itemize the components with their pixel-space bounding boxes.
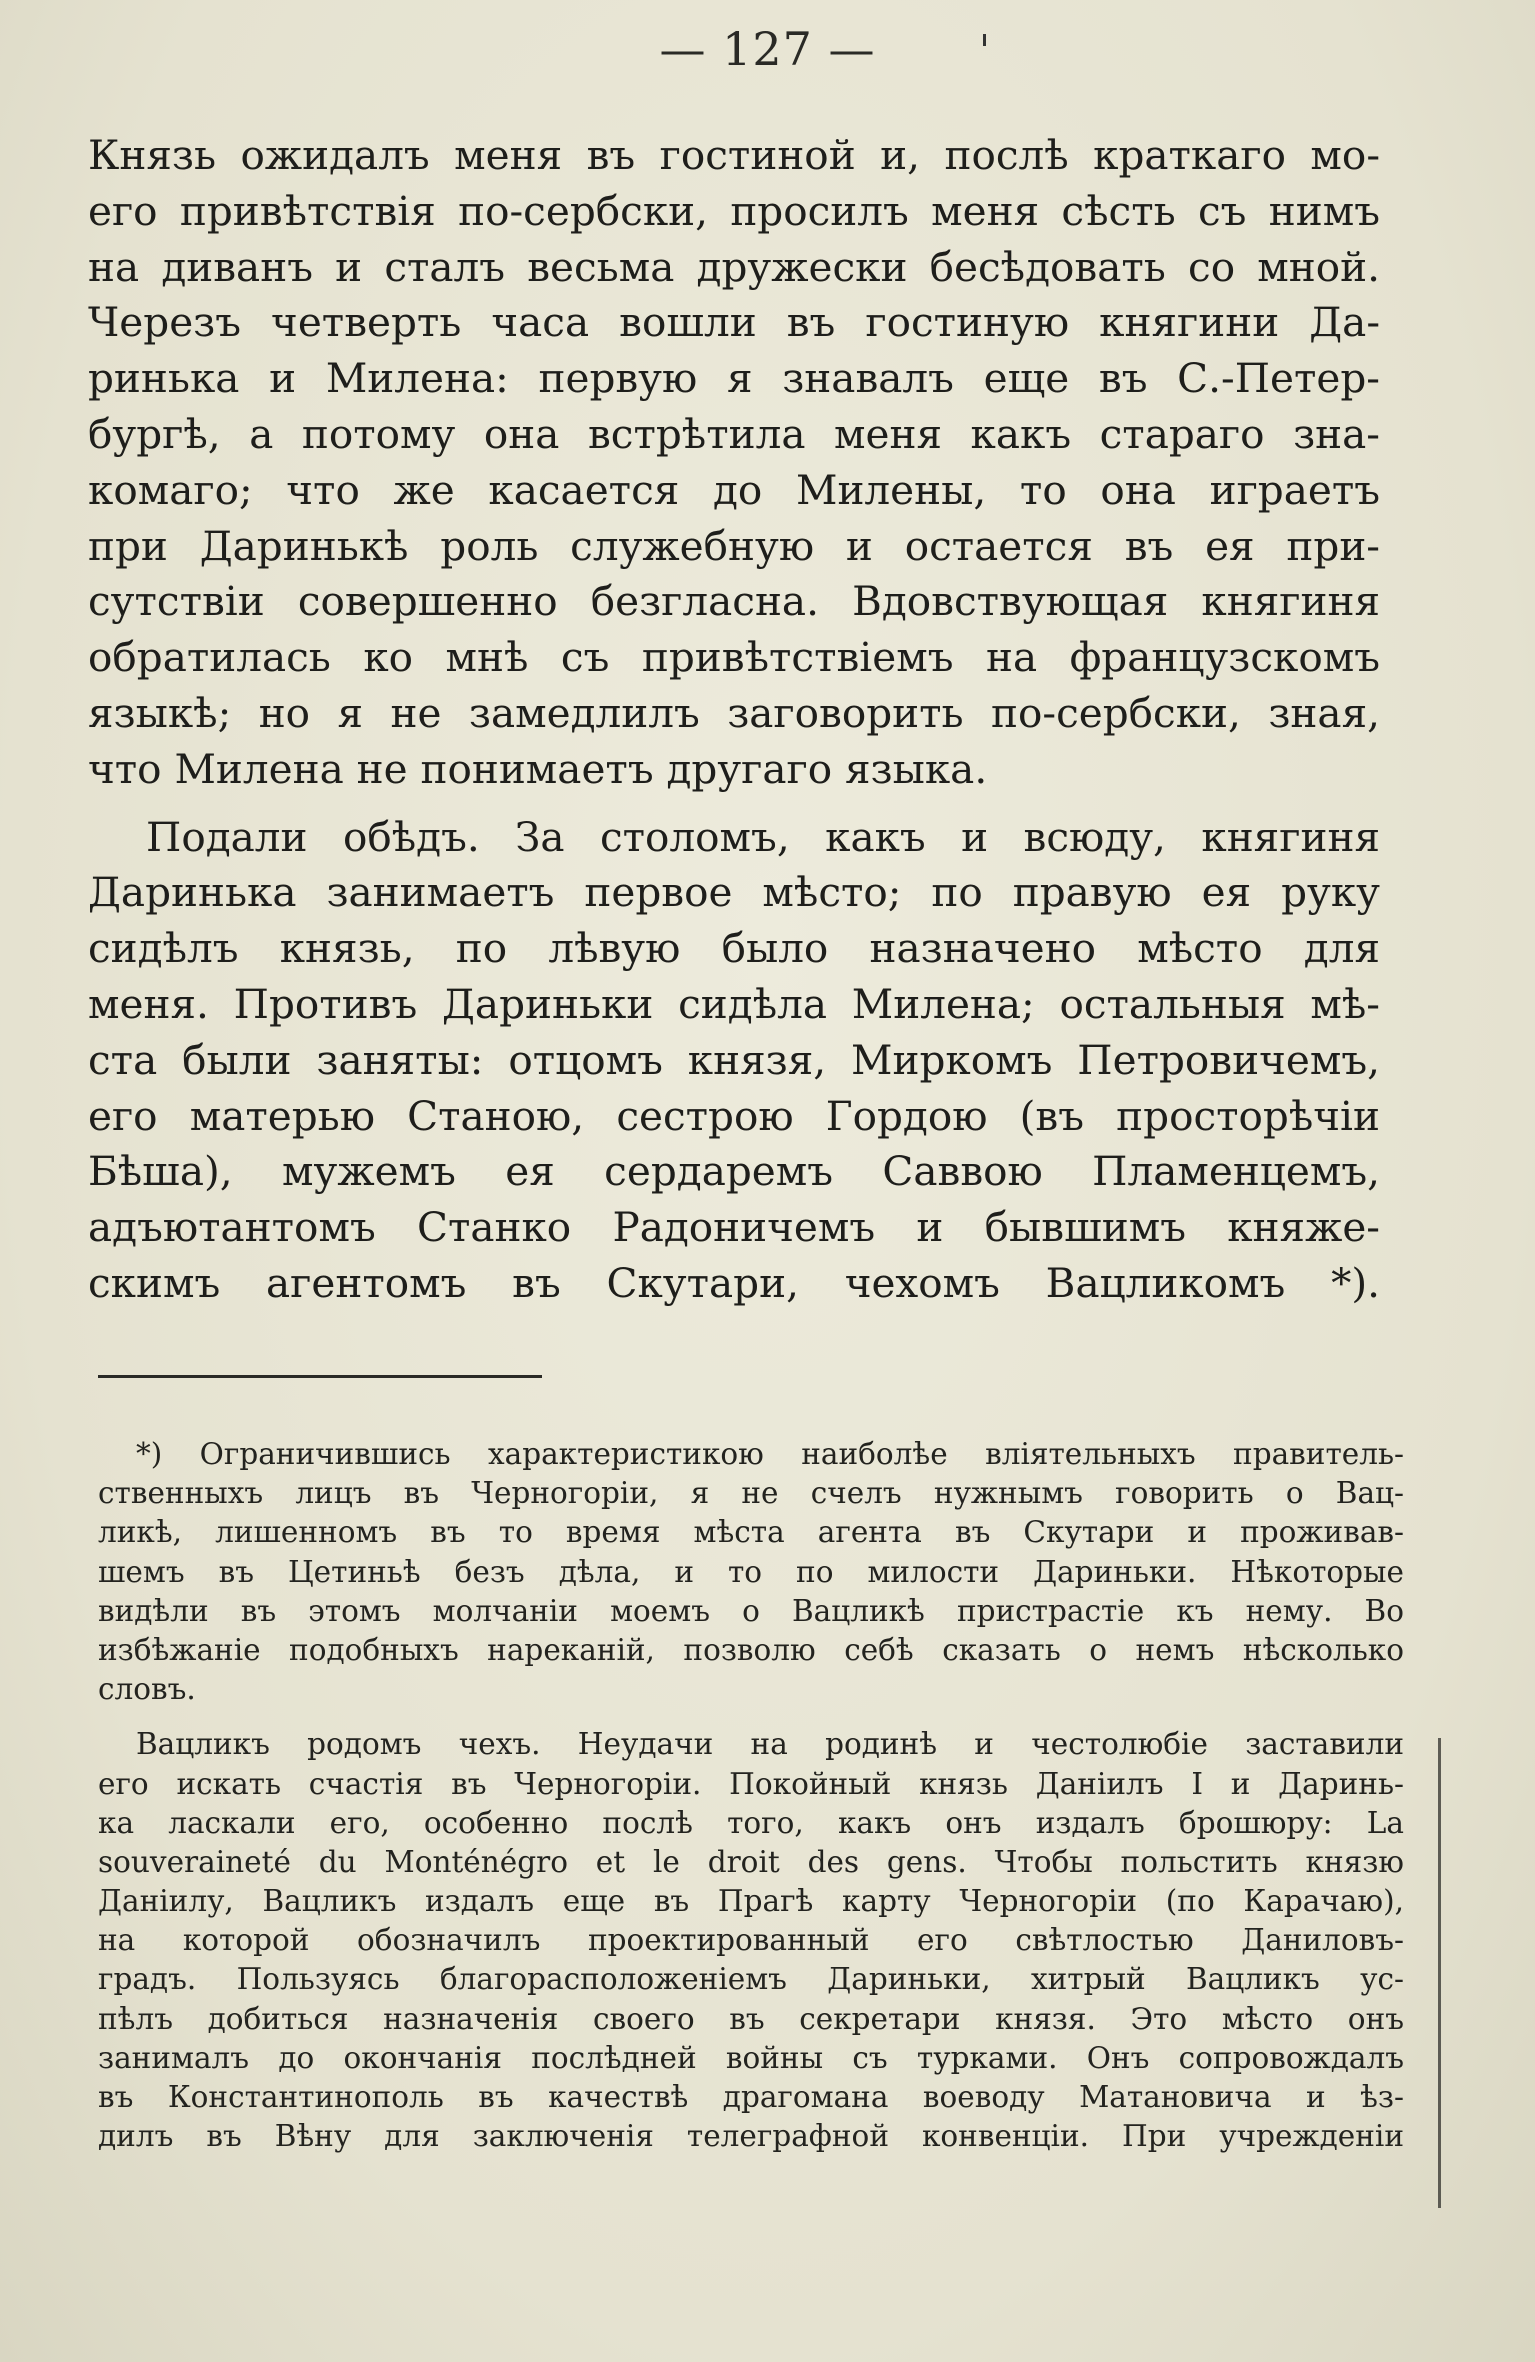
- footnote-line: градъ. Пользуясь благорасположеніемъ Дариньки, хитрый Вацликъ ус-: [98, 1962, 1404, 1997]
- footnote-line: *) Ограничившись характеристикою наиболѣе вліятельныхъ правитель-: [136, 1437, 1404, 1471]
- footnote-line: дилъ въ Вѣну для заключенія телеграфной конвенціи. При учрежденіи: [98, 2119, 1404, 2154]
- margin-pencil-mark: [1438, 1738, 1441, 2208]
- text-line: языкѣ; но я не замедлилъ заговорить по-сербски, зная,: [88, 688, 1380, 737]
- footnote: [98, 1435, 1404, 2156]
- footnote-line: избѣжаніе подобныхъ нареканій, позволю себѣ сказать о немъ нѣсколько: [98, 1632, 1404, 1667]
- footnote-line: въ Константинополь въ качествѣ драгомана воеводу Матановича и ѣз-: [98, 2080, 1404, 2114]
- text-line: на диванъ и сталъ весьма дружески бесѣдовать со мной.: [88, 242, 1380, 291]
- footnote-line: ка ласкали его, особенно послѣ того, какъ онъ издалъ брошюру: La: [98, 1805, 1404, 1840]
- text-line: его матерью Станою, сестрою Гордою (въ просторѣчіи: [88, 1091, 1380, 1140]
- text-line: его привѣтствія по-сербски, просилъ меня сѣсть съ нимъ: [88, 186, 1380, 235]
- page-number: — 127 —: [659, 22, 876, 76]
- text-line: меня. Противъ Дариньки сидѣла Милена; остальныя мѣ-: [88, 979, 1380, 1028]
- text-line: Черезъ четверть часа вошли въ гостиную княгини Да-: [88, 298, 1380, 347]
- footnote-paragraph-1: [98, 1435, 1404, 1709]
- footnote-divider: [98, 1375, 542, 1378]
- footnote-line: на которой обозначилъ проектированный его свѣтлостью Даниловъ-: [98, 1923, 1404, 1958]
- main-text: [88, 128, 1380, 1312]
- footnote-line: Вацликъ родомъ чехъ. Неудачи на родинѣ и честолюбіе заставили: [136, 1727, 1404, 1762]
- text-line: что Милена не понимаетъ другаго языка.: [88, 744, 988, 793]
- footnote-line: шемъ въ Цетиньѣ безъ дѣла, и то по милости Дариньки. Нѣкоторые: [98, 1554, 1404, 1589]
- text-line: Даринька занимаетъ первое мѣсто; по правую ея руку: [88, 868, 1380, 917]
- text-line: комаго; что же касается до Милены, то она играетъ: [88, 465, 1380, 514]
- text-line: скимъ агентомъ въ Скутари, чехомъ Вацликомъ *).: [88, 1258, 1380, 1307]
- paragraph-2: [88, 810, 1380, 1312]
- footnote-line: Даніилу, Вацликъ издалъ еще въ Прагѣ карту Черногоріи (по Карачаю),: [98, 1884, 1404, 1919]
- text-line: сутствіи совершенно безгласна. Вдовствующая княгиня: [88, 577, 1380, 626]
- footnote-line: его искать счастія въ Черногоріи. Покойный князь Даніилъ I и Даринь-: [98, 1766, 1404, 1801]
- footnote-paragraph-2: [98, 1725, 1404, 2156]
- text-line: Бѣша), мужемъ ея сердаремъ Саввою Пламенцемъ,: [88, 1147, 1380, 1196]
- footnote-line: словъ.: [98, 1672, 196, 1707]
- text-line: адъютантомъ Станко Радоничемъ и бывшимъ княже-: [88, 1203, 1380, 1252]
- footnote-line: ственныхъ лицъ въ Черногоріи, я не счелъ нужнымъ говорить о Вац-: [98, 1476, 1404, 1511]
- text-line: бургѣ, а потому она встрѣтила меня какъ стараго зна-: [88, 409, 1380, 458]
- footnote-line: занималъ до окончанія послѣдней войны съ турками. Онъ сопровождалъ: [98, 2040, 1404, 2075]
- paragraph-1: [88, 128, 1380, 798]
- text-line: Подали обѣдъ. За столомъ, какъ и всюду, княгиня: [146, 812, 1380, 861]
- text-line: при Даринькѣ роль служебную и остается въ ея при-: [88, 521, 1380, 570]
- footnote-line: видѣли въ этомъ молчаніи моемъ о Вацликѣ пристрастіе къ нему. Во: [98, 1593, 1404, 1628]
- footnote-line: пѣлъ добиться назначенія своего въ секретари князя. Это мѣсто онъ: [98, 2001, 1404, 2036]
- text-line: Князь ожидалъ меня въ гостиной и, послѣ краткаго мо-: [88, 131, 1380, 179]
- text-line: обратилась ко мнѣ съ привѣтствіемъ на французскомъ: [88, 633, 1380, 682]
- footnote-line: ликѣ, лишенномъ въ то время мѣста агента въ Скутари и проживав-: [98, 1515, 1404, 1550]
- text-line: ста были заняты: отцомъ князя, Миркомъ Петровичемъ,: [88, 1035, 1380, 1084]
- footnote-line: souveraineté du Monténégro et le droit des gens. Чтобы польстить князю: [98, 1844, 1404, 1879]
- text-line: ринька и Милена: первую я знавалъ еще въ С.-Петер-: [88, 354, 1380, 403]
- text-line: сидѣлъ князь, по лѣвую было назначено мѣсто для: [88, 924, 1380, 973]
